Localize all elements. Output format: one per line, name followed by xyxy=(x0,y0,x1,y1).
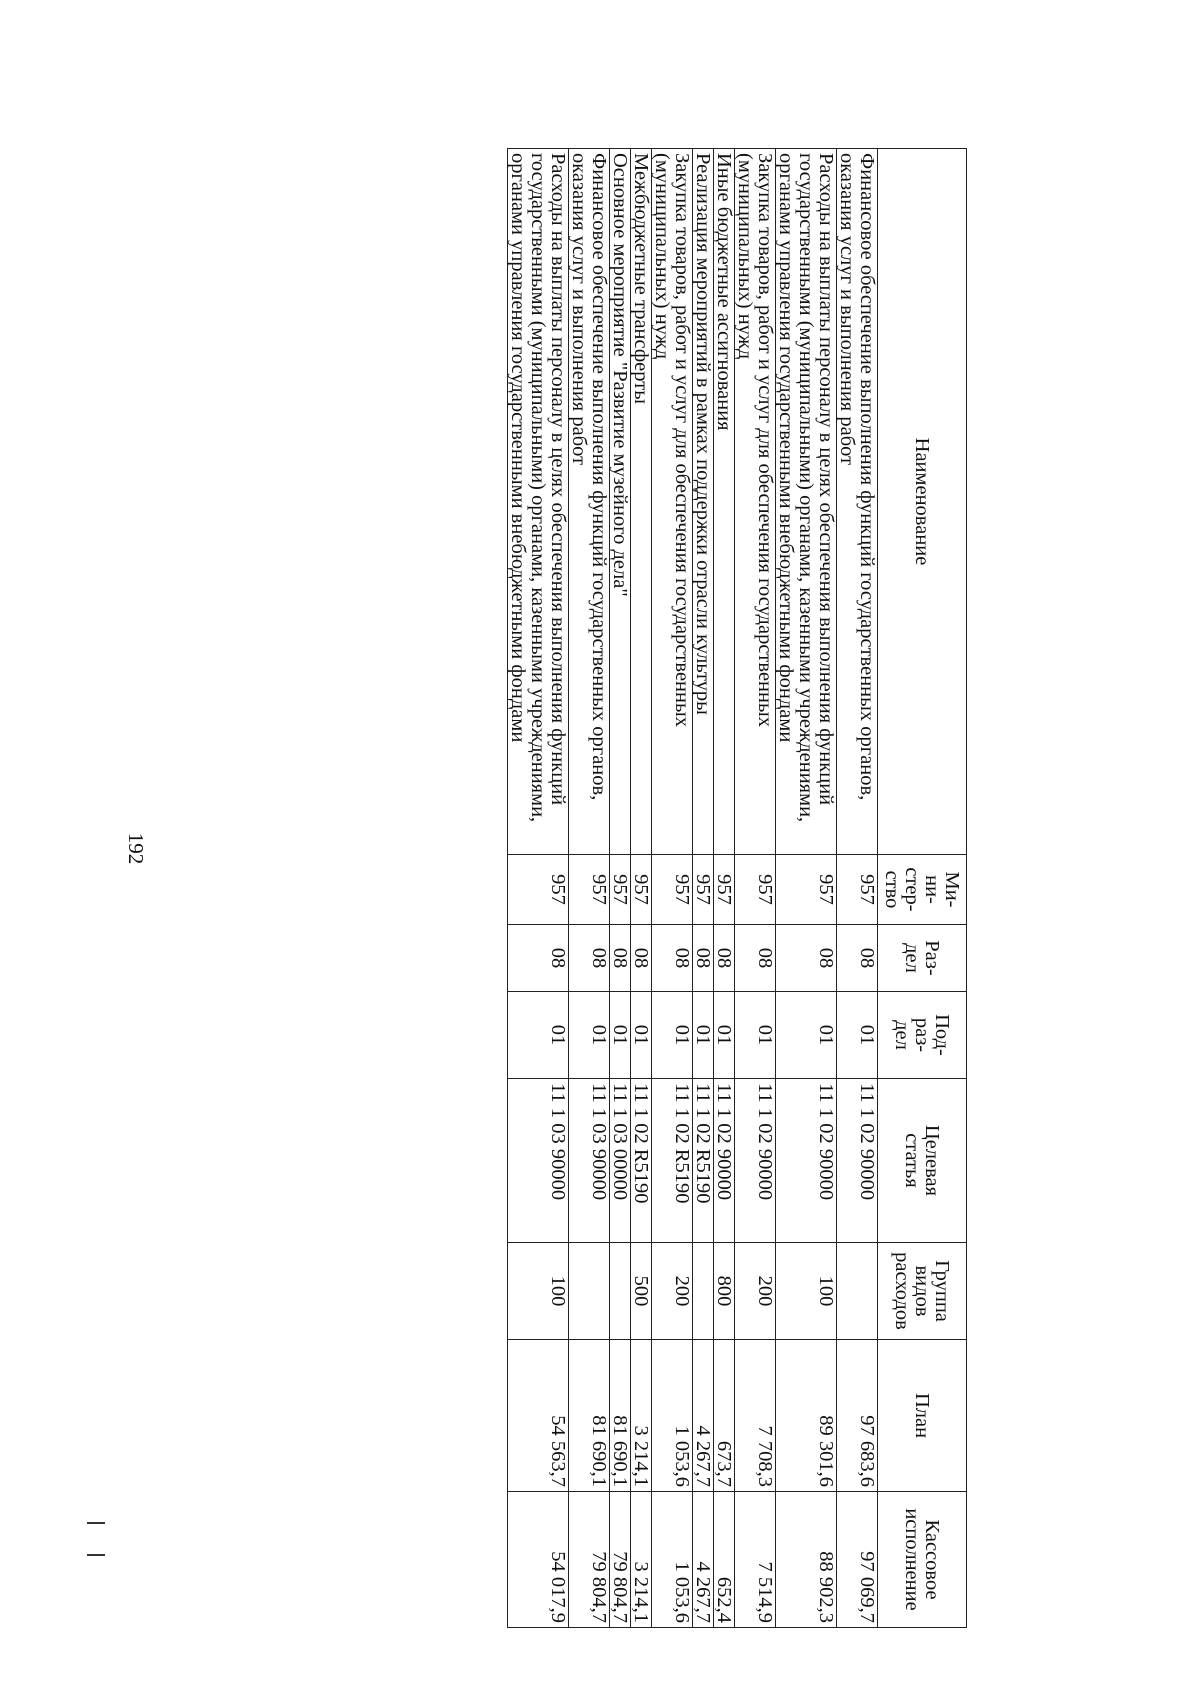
cell-ministry: 957 xyxy=(652,855,693,925)
cell-expense-group: 800 xyxy=(714,1243,735,1340)
cell-cash-execution: 7 514,9 xyxy=(735,1492,776,1628)
scan-mark xyxy=(87,1522,105,1556)
cell-subsection: 01 xyxy=(693,992,714,1079)
cell-target-article: 11 1 03 90000 xyxy=(508,1079,569,1243)
cell-expense-group xyxy=(610,1243,631,1340)
cell-plan: 97 683,6 xyxy=(837,1340,878,1492)
cell-name: Реализация мероприятий в рамках поддержки отрасли культуры xyxy=(693,149,714,855)
cell-target-article: 11 1 02 90000 xyxy=(735,1079,776,1243)
cell-target-article: 11 1 02 90000 xyxy=(714,1079,735,1243)
cell-name: Закупка товаров, работ и услуг для обеспечения государственных (муниципальных) нужд xyxy=(735,149,776,855)
cell-section: 08 xyxy=(652,925,693,992)
cell-section: 08 xyxy=(610,925,631,992)
cell-cash-execution: 54 017,9 xyxy=(508,1492,569,1628)
cell-target-article: 11 1 02 90000 xyxy=(837,1079,878,1243)
cell-ministry: 957 xyxy=(837,855,878,925)
header-subsection: Под- раз- дел xyxy=(878,992,967,1079)
table-header-row xyxy=(878,149,967,1628)
cell-expense-group: 100 xyxy=(508,1243,569,1340)
cell-subsection: 01 xyxy=(508,992,569,1079)
cell-ministry: 957 xyxy=(776,855,837,925)
cell-plan: 673,7 xyxy=(714,1340,735,1492)
cell-name: Иные бюджетные ассигнования xyxy=(714,149,735,855)
cell-ministry: 957 xyxy=(508,855,569,925)
table-row xyxy=(735,149,776,1628)
header-ministry: Ми- ни- стер- ство xyxy=(878,855,967,925)
header-cash-execution: Кассовое исполнение xyxy=(878,1492,967,1628)
cell-plan: 7 708,3 xyxy=(735,1340,776,1492)
cell-ministry: 957 xyxy=(693,855,714,925)
cell-plan: 4 267,7 xyxy=(693,1340,714,1492)
cell-cash-execution: 1 053,6 xyxy=(652,1492,693,1628)
header-section: Раз- дел xyxy=(878,925,967,992)
cell-cash-execution: 652,4 xyxy=(714,1492,735,1628)
header-plan: План xyxy=(878,1340,967,1492)
table-row xyxy=(652,149,693,1628)
cell-ministry: 957 xyxy=(610,855,631,925)
cell-target-article: 11 1 02 R5190 xyxy=(631,1079,652,1243)
cell-expense-group: 200 xyxy=(735,1243,776,1340)
cell-expense-group: 100 xyxy=(776,1243,837,1340)
cell-name: Финансовое обеспечение выполнения функций государственных органов, оказания услуг и выполнения работ xyxy=(569,149,610,855)
cell-plan: 81 690,1 xyxy=(610,1340,631,1492)
cell-name: Межбюджетные трансферты xyxy=(631,149,652,855)
cell-expense-group: 200 xyxy=(652,1243,693,1340)
cell-ministry: 957 xyxy=(631,855,652,925)
cell-section: 08 xyxy=(776,925,837,992)
table-row xyxy=(837,149,878,1628)
header-name: Наименование xyxy=(878,149,967,855)
cell-expense-group xyxy=(837,1243,878,1340)
cell-section: 08 xyxy=(631,925,652,992)
cell-cash-execution: 88 902,3 xyxy=(776,1492,837,1628)
cell-target-article: 11 1 02 R5190 xyxy=(693,1079,714,1243)
cell-plan: 81 690,1 xyxy=(569,1340,610,1492)
cell-ministry: 957 xyxy=(735,855,776,925)
cell-plan: 3 214,1 xyxy=(631,1340,652,1492)
cell-name: Расходы на выплаты персоналу в целях обеспечения выполнения функций государственными (муниципальными) органами, казенными учреждениями, органами управления государственными внебюджетными фондами xyxy=(776,149,837,855)
cell-subsection: 01 xyxy=(735,992,776,1079)
header-target-article: Целевая статья xyxy=(878,1079,967,1243)
cell-plan: 54 563,7 xyxy=(508,1340,569,1492)
cell-ministry: 957 xyxy=(714,855,735,925)
cell-name: Финансовое обеспечение выполнения функций государственных органов, оказания услуг и выполнения работ xyxy=(837,149,878,855)
cell-section: 08 xyxy=(569,925,610,992)
cell-subsection: 01 xyxy=(652,992,693,1079)
cell-ministry: 957 xyxy=(569,855,610,925)
cell-name: Основное мероприятие "Развитие музейного дела" xyxy=(610,149,631,855)
cell-target-article: 11 1 02 R5190 xyxy=(652,1079,693,1243)
cell-cash-execution: 79 804,7 xyxy=(610,1492,631,1628)
cell-subsection: 01 xyxy=(837,992,878,1079)
cell-section: 08 xyxy=(714,925,735,992)
cell-plan: 1 053,6 xyxy=(652,1340,693,1492)
cell-section: 08 xyxy=(693,925,714,992)
table-row xyxy=(714,149,735,1628)
cell-section: 08 xyxy=(837,925,878,992)
cell-target-article: 11 1 03 00000 xyxy=(610,1079,631,1243)
cell-name: Закупка товаров, работ и услуг для обеспечения государственных (муниципальных) нужд xyxy=(652,149,693,855)
cell-target-article: 11 1 03 90000 xyxy=(569,1079,610,1243)
table-row xyxy=(631,149,652,1628)
cell-subsection: 01 xyxy=(776,992,837,1079)
cell-subsection: 01 xyxy=(631,992,652,1079)
cell-section: 08 xyxy=(508,925,569,992)
table-row xyxy=(610,149,631,1628)
table-row xyxy=(776,149,837,1628)
cell-target-article: 11 1 02 90000 xyxy=(776,1079,837,1243)
table-row xyxy=(693,149,714,1628)
table-row xyxy=(508,149,569,1628)
cell-subsection: 01 xyxy=(610,992,631,1079)
cell-expense-group: 500 xyxy=(631,1243,652,1340)
cell-cash-execution: 3 214,1 xyxy=(631,1492,652,1628)
cell-name: Расходы на выплаты персоналу в целях обеспечения выполнения функций государственными (муниципальными) органами, казенными учреждениями, органами управления государственными внебюджетными фондами xyxy=(508,149,569,855)
cell-subsection: 01 xyxy=(714,992,735,1079)
cell-subsection: 01 xyxy=(569,992,610,1079)
cell-expense-group xyxy=(569,1243,610,1340)
budget-table xyxy=(507,148,967,1628)
cell-expense-group xyxy=(693,1243,714,1340)
cell-cash-execution: 4 267,7 xyxy=(693,1492,714,1628)
page-number: 192 xyxy=(124,832,148,865)
cell-cash-execution: 79 804,7 xyxy=(569,1492,610,1628)
cell-plan: 89 301,6 xyxy=(776,1340,837,1492)
table-row xyxy=(569,149,610,1628)
header-expense-group: Группа видов расходов xyxy=(878,1243,967,1340)
table-body xyxy=(508,149,878,1628)
cell-cash-execution: 97 069,7 xyxy=(837,1492,878,1628)
cell-section: 08 xyxy=(735,925,776,992)
